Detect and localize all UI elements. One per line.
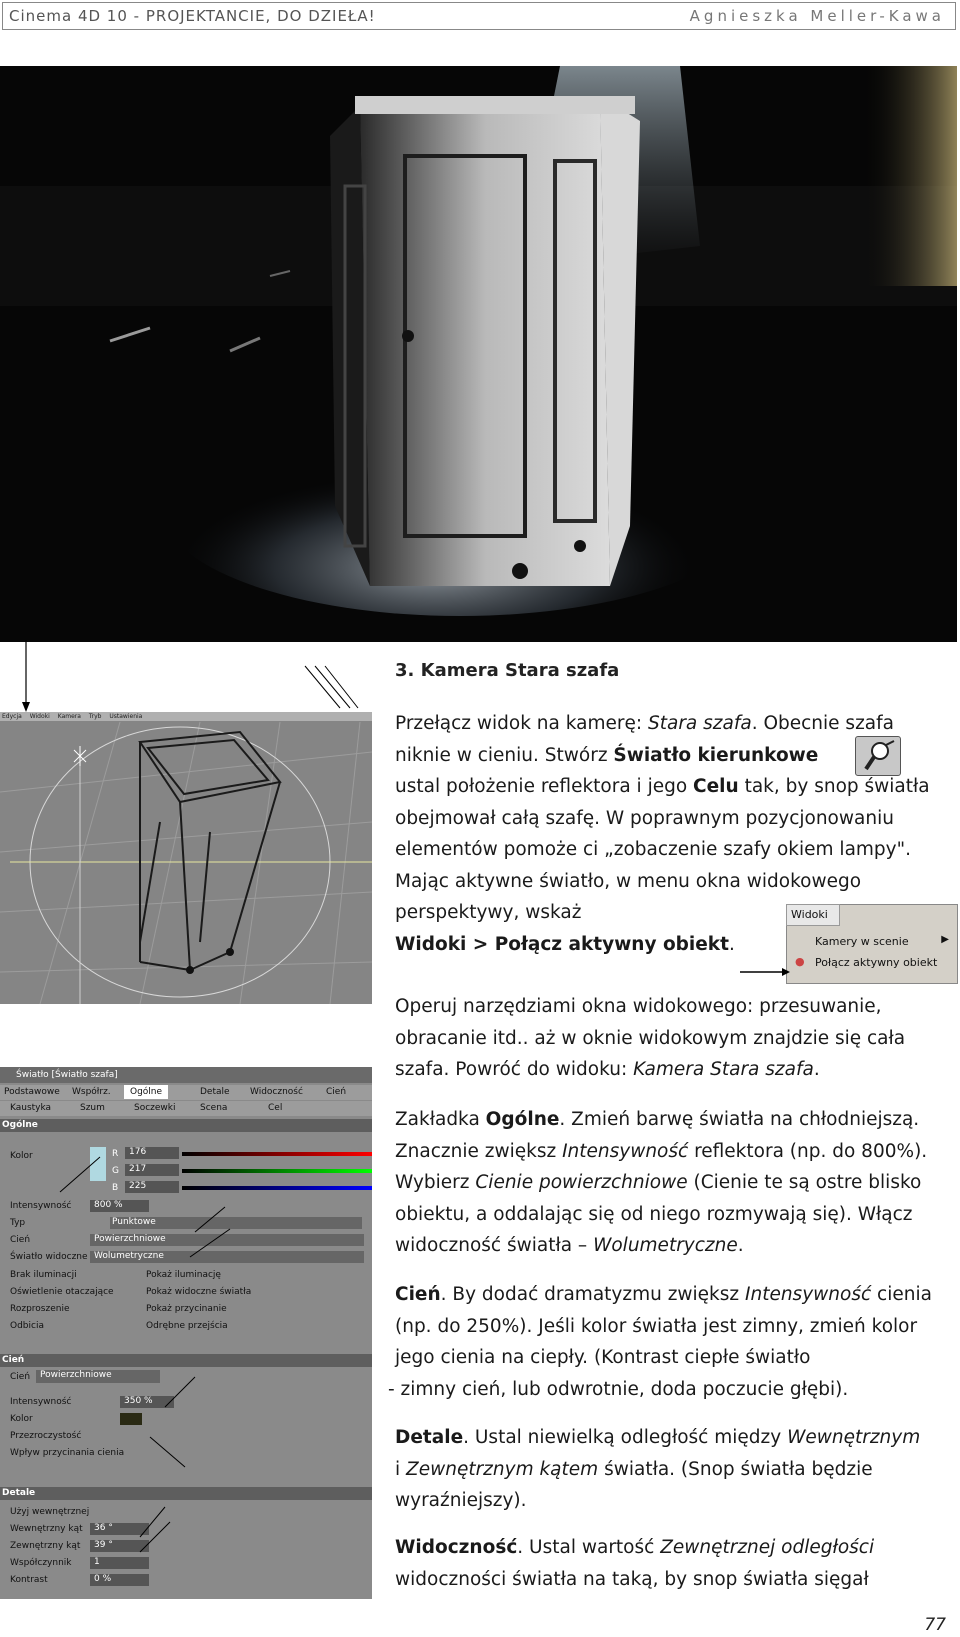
cb-show-clipping[interactable]: Pokaż przycinanie: [146, 1304, 227, 1314]
cb-ambient[interactable]: Oświetlenie otaczające: [10, 1287, 114, 1297]
tab-general[interactable]: Ogólne: [124, 1085, 168, 1099]
tab-basic[interactable]: Podstawowe: [4, 1087, 60, 1097]
viewport-menu-settings[interactable]: Ustawienia: [109, 713, 143, 720]
tab-visibility[interactable]: Widoczność: [250, 1087, 303, 1097]
menu-title[interactable]: Widoki: [786, 904, 840, 926]
inner-angle-field[interactable]: 36 °: [90, 1523, 149, 1535]
light-attributes-panel: Światło [Światło szafa] Podstawowe Współrz. Ogólne Detale Widoczność Cień Kaustyka Szum Soczewki Scena Cel Ogólne Kolor R 176 G 217 B 225 Intensywność 800 % Typ Punktowe Cień Powierzchniowe Światło widoczne Wolumetryczne Brak iluminacji Oświetlenie otaczające Rozproszenie Odbicia Pokaż iluminację Pokaż widoczne światła Pokaż przycinanie Odrębne przejścia Cień Cień Powierzchniowe Intensywność 350 % Kolor Przezroczystość Wpływ przycinania cienia Detale Użyj wewnętrznej Wewnętrzny kąt 36 ° Zewnętrzny kąt 39 ° Współczynnik 1 Kontrast 0 %: [0, 1067, 372, 1599]
paragraph-4: Cień. By dodać dramatyzmu zwiększ Intensywność cienia (np. do 250%). Jeśli kolor światła jest zimny, zmień kolor jego cienia na ciepły. (Kontrast ciepłe światło: [395, 1284, 932, 1368]
contrast-field[interactable]: 0 %: [90, 1574, 149, 1586]
views-menu: [786, 904, 958, 984]
tab-scene[interactable]: Scena: [200, 1103, 228, 1113]
intensity-field[interactable]: 800 %: [90, 1200, 149, 1212]
viewport-menu-mode[interactable]: Tryb: [88, 713, 102, 720]
tab-caustics[interactable]: Kaustyka: [10, 1103, 52, 1113]
outer-angle-field[interactable]: 39 °: [90, 1540, 149, 1552]
tab-lens[interactable]: Soczewki: [134, 1103, 176, 1113]
aspect-field[interactable]: 1: [90, 1557, 149, 1569]
viewport-menu-views[interactable]: Widoki: [29, 713, 50, 720]
cb-no-illumination[interactable]: Brak iluminacji: [10, 1270, 77, 1280]
viewport-wireframe[interactable]: [0, 712, 372, 1004]
bullet-icon: ●: [795, 955, 805, 968]
type-label: Typ: [10, 1218, 26, 1228]
cb-specular[interactable]: Odbicia: [10, 1321, 44, 1331]
viewport-menu-edit[interactable]: Edycja: [2, 713, 22, 720]
tab-target[interactable]: Cel: [268, 1103, 283, 1113]
menu-pointer-arrow: [740, 966, 790, 978]
section-general: Ogólne: [0, 1119, 372, 1132]
directional-light-icon: [855, 736, 901, 776]
paragraph-5: Detale. Ustal niewielką odległość między Wewnętrznym i Zewnętrznym kątem światła. (Snop światła będzie wyraźniejszy).: [395, 1427, 921, 1511]
type-dropdown[interactable]: Punktowe: [110, 1217, 362, 1229]
cb-diffuse[interactable]: Rozproszenie: [10, 1304, 70, 1314]
cb-separate-pass[interactable]: Odrębne przejścia: [146, 1321, 228, 1331]
book-title: Cinema 4D 10 - PROJEKTANCIE, DO DZIEŁA!: [9, 7, 376, 25]
tab-details[interactable]: Detale: [200, 1087, 230, 1097]
visible-light-label: Światło widoczne: [10, 1252, 88, 1262]
page-header: [2, 2, 956, 30]
paragraph-3: Zakładka Ogólne. Zmień barwę światła na chłodniejszą. Znacznie zwiększ Intensywność reflektora (np. do 800%). Wybierz Cienie powierzchniowe (Cienie te są ostre blisko obiektu, a oddalając się od niego rozmywają się). Włącz widoczność światła – Wolumetryczne.: [395, 1109, 928, 1256]
tab-shadow[interactable]: Cień: [326, 1087, 347, 1097]
shadow-intensity-field[interactable]: 350 %: [120, 1396, 174, 1408]
section-heading: 3. Kamera Stara szafa: [395, 660, 620, 681]
paragraph-6: Widoczność. Ustal wartość Zewnętrznej odległości widoczności światła na taką, by snop światła sięgał: [395, 1537, 875, 1590]
shadow-dropdown[interactable]: Powierzchniowe: [90, 1234, 364, 1246]
menu-item-link-active[interactable]: Połącz aktywny obiekt: [815, 956, 938, 969]
cb-show-visible[interactable]: Pokaż widoczne światła: [146, 1287, 252, 1297]
panel-title: Światło [Światło szafa]: [0, 1067, 372, 1083]
color-label: Kolor: [10, 1151, 33, 1161]
submenu-arrow-icon: ▶: [941, 934, 949, 945]
section-details: Detale: [0, 1487, 372, 1500]
render-image: [0, 66, 957, 642]
paragraph-1: Przełącz widok na kamerę: Stara szafa. Obecnie szafa niknie w cieniu. Stwórz Światło kierunkowe ustal położenie reflektora i jego Celu tak, by snop światła obejmował całą szafę. W poprawnym pozycjonowaniu elementów pomoże ci „zobaczenie szafy okiem lampy". Mając aktywne światło, w menu okna widokowego perspektywy, wskaż Widoki > Połącz aktywny obiekt.: [395, 713, 930, 955]
author-name: Agnieszka Meller-Kawa: [689, 7, 945, 25]
menu-item-cameras[interactable]: Kamery w scenie: [815, 935, 909, 948]
color-b-field[interactable]: 225: [125, 1181, 179, 1193]
visible-light-dropdown[interactable]: Wolumetryczne: [90, 1251, 364, 1263]
color-r-field[interactable]: 176: [125, 1147, 179, 1159]
shadow-label: Cień: [10, 1235, 31, 1245]
color-g-field[interactable]: 217: [125, 1164, 179, 1176]
section-shadow: Cień: [0, 1354, 372, 1367]
paragraph-2: Operuj narzędziami okna widokowego: przesuwanie, obracanie itd.. aż w oknie widokowym znajdzie się cała szafa. Powróć do widoku: Kamera Stara szafa.: [395, 996, 906, 1080]
cb-show-illumination[interactable]: Pokaż iluminację: [146, 1270, 221, 1280]
shadow-type-dropdown[interactable]: Powierzchniowe: [36, 1370, 160, 1383]
panel-annotation-arrows: [0, 1067, 372, 1599]
paragraph-4-continued: - zimny cień, lub odwrotnie, doda poczucie głębi).: [388, 1379, 849, 1400]
page-number: 77: [924, 1615, 946, 1635]
tab-coords[interactable]: Współrz.: [72, 1087, 111, 1097]
intensity-label: Intensywność: [10, 1201, 72, 1211]
tab-noise[interactable]: Szum: [80, 1103, 105, 1113]
annotation-arrows: [0, 640, 372, 714]
viewport-menu-camera[interactable]: Kamera: [57, 713, 81, 720]
